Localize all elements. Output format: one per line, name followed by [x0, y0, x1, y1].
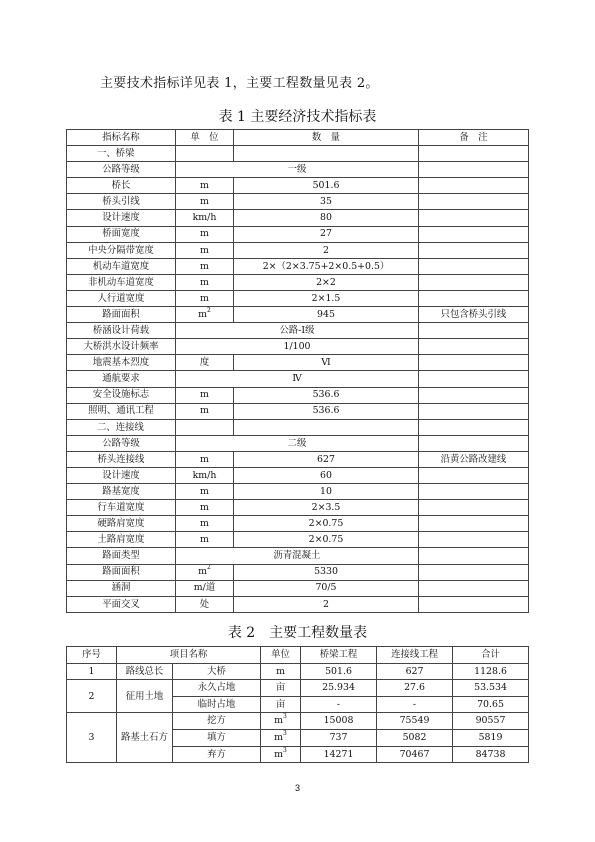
table-row: [67, 178, 529, 194]
bridge-quantity: -: [301, 696, 377, 713]
note-cell: [419, 387, 529, 403]
unit-cell: [176, 226, 234, 242]
unit-text: m: [200, 485, 209, 497]
table-row: [67, 435, 529, 451]
unit-text: m: [200, 389, 209, 401]
page-number: 3: [294, 783, 300, 793]
unit-text: 度: [199, 357, 210, 369]
table2-caption: 表 2 主要工程数量表: [227, 625, 368, 641]
sub-item-name: 填方: [173, 729, 261, 746]
table-row: [67, 580, 529, 596]
note-cell: [419, 516, 529, 532]
unit-cell: [176, 258, 234, 274]
column-header: 项目名称: [117, 647, 261, 664]
unit-text: m: [200, 196, 209, 208]
quantity-cell: 5330: [234, 564, 419, 580]
indicator-name: 二、连接线: [67, 419, 176, 435]
table-row: [67, 323, 529, 339]
note-cell: [419, 371, 529, 387]
note-cell: [419, 596, 529, 612]
table-row: [67, 339, 529, 355]
note-cell: [419, 532, 529, 548]
column-header: 序号: [67, 647, 117, 664]
quantity-cell: 627: [234, 451, 419, 467]
unit-cell: [261, 680, 301, 697]
unit-text: km/h: [192, 469, 217, 481]
unit-cell: [176, 467, 234, 483]
indicator-name: 平面交叉: [67, 596, 176, 612]
indicator-name: 设计速度: [67, 467, 176, 483]
unit-text: km/h: [192, 212, 217, 224]
unit-cell: [176, 387, 234, 403]
note-cell: [419, 274, 529, 290]
unit-cell: [176, 516, 234, 532]
unit-cell: [176, 596, 234, 612]
indicator-name: 路基宽度: [67, 484, 176, 500]
quantity-cell: [234, 146, 419, 162]
unit-text: m: [276, 665, 285, 677]
quantity-cell: 35: [234, 194, 419, 210]
unit-exponent: 2: [207, 564, 211, 572]
unit-text: 亩: [275, 698, 286, 710]
quantity-cell: 2×0.75: [234, 532, 419, 548]
unit-cell: [176, 419, 234, 435]
total-quantity: 5819: [453, 729, 529, 746]
item-number: 2: [67, 680, 117, 713]
quantity-cell: 27: [234, 226, 419, 242]
bridge-quantity: 737: [301, 729, 377, 746]
quantity-cell: 2×1.5: [234, 290, 419, 306]
indicator-name: 非机动车道宽度: [67, 274, 176, 290]
link-quantity: 75549: [377, 713, 453, 730]
note-cell: [419, 290, 529, 306]
quantity-cell: 60: [234, 467, 419, 483]
unit-text: m: [200, 260, 209, 272]
indicator-name: 设计速度: [67, 210, 176, 226]
unit-cell: [176, 451, 234, 467]
total-quantity: 53.534: [453, 680, 529, 697]
table-row: [67, 387, 529, 403]
indicator-name: 通航要求: [67, 371, 176, 387]
indicator-name: 人行道宽度: [67, 290, 176, 306]
quantity-cell: 945: [234, 307, 419, 323]
note-cell: [419, 403, 529, 419]
unit-cell: [261, 713, 301, 730]
indicator-name: 路面类型: [67, 548, 176, 564]
indicator-name: 照明、通讯工程: [67, 403, 176, 419]
table-row: [67, 451, 529, 467]
quantity-cell: [234, 419, 419, 435]
quantity-cell: 2: [234, 242, 419, 258]
unit-cell: [176, 178, 234, 194]
column-header: 桥梁工程: [301, 647, 377, 664]
table-row: [67, 226, 529, 242]
unit-cell: [176, 532, 234, 548]
indicator-name: 涵洞: [67, 580, 176, 596]
unit-text: m: [200, 276, 209, 288]
unit-text: m: [198, 566, 208, 578]
note-cell: [419, 146, 529, 162]
unit-text: m: [200, 228, 209, 240]
indicator-name: 路面面积: [67, 564, 176, 580]
indicator-name: 行车道宽度: [67, 500, 176, 516]
note-cell: [419, 162, 529, 178]
unit-text: m: [200, 518, 209, 530]
unit-cell: [261, 663, 301, 680]
item-name: 征用土地: [117, 680, 173, 713]
quantity-cell: 80: [234, 210, 419, 226]
unit-cell: [176, 194, 234, 210]
table-row: [67, 564, 529, 580]
unit-cell: [176, 580, 234, 596]
quantity-cell: 2×（2×3.75+2×0.5+0.5）: [234, 258, 419, 274]
unit-text: m: [200, 180, 209, 192]
item-name: 路基土石方: [117, 713, 173, 763]
indicator-name: 机动车道宽度: [67, 258, 176, 274]
note-cell: [419, 564, 529, 580]
unit-exponent: 3: [283, 730, 287, 738]
quantity-cell: 2×3.5: [234, 500, 419, 516]
bridge-quantity: 501.6: [301, 663, 377, 680]
indicator-name: 桥长: [67, 178, 176, 194]
unit-exponent: 3: [283, 713, 287, 721]
unit-cell: [176, 500, 234, 516]
intro-paragraph: 主要技术指标详见表 1，主要工程数量见表 2。: [100, 76, 379, 91]
note-cell: [419, 467, 529, 483]
unit-cell: [176, 290, 234, 306]
table-row: [67, 242, 529, 258]
note-cell: [419, 210, 529, 226]
unit-cell: [176, 210, 234, 226]
note-cell: [419, 580, 529, 596]
indicator-name: 桥面宽度: [67, 226, 176, 242]
table-row: [67, 403, 529, 419]
note-cell: [419, 419, 529, 435]
unit-text: m: [198, 308, 208, 320]
sub-item-name: 挖方: [173, 713, 261, 730]
unit-cell: [176, 274, 234, 290]
section-row: [67, 419, 529, 435]
indicator-name: 公路等级: [67, 435, 176, 451]
indicator-name: 土路肩宽度: [67, 532, 176, 548]
unit-text: m: [200, 502, 209, 513]
table-row: [67, 680, 529, 697]
note-cell: [419, 500, 529, 516]
sub-item-name: 临时占地: [173, 696, 261, 713]
unit-cell: [176, 242, 234, 258]
bridge-quantity: 15008: [301, 713, 377, 730]
quantity-cell: 536.6: [234, 403, 419, 419]
technical-indicators-table: [66, 129, 529, 613]
unit-text: m: [200, 534, 209, 546]
indicator-name: 一、桥梁: [67, 146, 176, 162]
column-header: 指标名称: [67, 130, 176, 146]
unit-text: m: [200, 405, 209, 417]
item-number: 3: [67, 713, 117, 763]
column-header: 单 位: [176, 130, 234, 146]
link-quantity: 5082: [377, 729, 453, 746]
link-quantity: 27.6: [377, 680, 453, 697]
unit-cell: [176, 355, 234, 371]
table-row: [67, 516, 529, 532]
unit-cell: [261, 746, 301, 763]
note-cell: [419, 339, 529, 355]
unit-cell: [176, 484, 234, 500]
column-header: 单位: [261, 647, 301, 664]
unit-cell: [176, 307, 234, 323]
unit-text: 处: [199, 598, 210, 610]
engineering-quantities-table: [66, 646, 529, 763]
quantity-cell: 公路-Ⅰ级: [176, 323, 419, 339]
item-name: 路线总长: [117, 663, 173, 680]
total-quantity: 90557: [453, 713, 529, 730]
total-quantity: 70.65: [453, 696, 529, 713]
indicator-name: 桥头引线: [67, 194, 176, 210]
indicator-name: 大桥洪水设计频率: [67, 339, 176, 355]
quantity-cell: 10: [234, 484, 419, 500]
indicator-name: 安全设施标志: [67, 387, 176, 403]
table-row: [67, 548, 529, 564]
total-quantity: 1128.6: [453, 663, 529, 680]
indicator-name: 公路等级: [67, 162, 176, 178]
table-row: [67, 162, 529, 178]
quantity-cell: 2×2: [234, 274, 419, 290]
sub-item-name: 大桥: [173, 663, 261, 680]
unit-text: m: [200, 244, 209, 256]
note-cell: 沿黄公路改建线: [419, 451, 529, 467]
quantity-cell: 2: [234, 596, 419, 612]
indicator-name: 路面面积: [67, 307, 176, 323]
table-row: [67, 274, 529, 290]
table-row: [67, 713, 529, 730]
note-cell: [419, 355, 529, 371]
indicator-name: 桥头连接线: [67, 451, 176, 467]
unit-exponent: 2: [207, 306, 211, 314]
unit-exponent: 3: [283, 746, 287, 754]
unit-text: m: [274, 732, 284, 744]
table1-caption: 表 1 主要经济技术指标表: [218, 109, 377, 125]
note-cell: [419, 226, 529, 242]
quantity-cell: 二级: [176, 435, 419, 451]
sub-item-name: 弃方: [173, 746, 261, 763]
quantity-cell: 501.6: [234, 178, 419, 194]
column-header: 备 注: [419, 130, 529, 146]
table-row: [67, 371, 529, 387]
note-cell: [419, 194, 529, 210]
indicator-name: 硬路肩宽度: [67, 516, 176, 532]
column-header: 连接线工程: [377, 647, 453, 664]
column-header: 合计: [453, 647, 529, 664]
section-row: [67, 146, 529, 162]
table-row: [67, 467, 529, 483]
unit-text: 亩: [275, 682, 286, 694]
sub-item-name: 永久占地: [173, 680, 261, 697]
table-row: [67, 307, 529, 323]
table-row: [67, 484, 529, 500]
unit-text: m: [274, 748, 284, 760]
unit-cell: [261, 729, 301, 746]
item-number: 1: [67, 663, 117, 680]
quantity-cell: 2×0.75: [234, 516, 419, 532]
note-cell: [419, 435, 529, 451]
quantity-cell: 70/5: [234, 580, 419, 596]
table-row: [67, 355, 529, 371]
table-row: [67, 194, 529, 210]
note-cell: [419, 484, 529, 500]
link-quantity: -: [377, 696, 453, 713]
unit-cell: [261, 696, 301, 713]
note-cell: 只包含桥头引线: [419, 307, 529, 323]
table-row: [67, 210, 529, 226]
table-row: [67, 258, 529, 274]
note-cell: [419, 323, 529, 339]
note-cell: [419, 178, 529, 194]
unit-cell: [176, 403, 234, 419]
column-header: 数 量: [234, 130, 419, 146]
quantity-cell: 一级: [176, 162, 419, 178]
bridge-quantity: 25.934: [301, 680, 377, 697]
quantity-cell: 1/100: [176, 339, 419, 355]
unit-cell: [176, 564, 234, 580]
table-header-row: [67, 130, 529, 146]
unit-text: m: [200, 453, 209, 465]
table-row: [67, 663, 529, 680]
indicator-name: 桥涵设计荷载: [67, 323, 176, 339]
indicator-name: 地震基本烈度: [67, 355, 176, 371]
quantity-cell: Ⅵ: [234, 355, 419, 371]
link-quantity: 70467: [377, 746, 453, 763]
quantity-cell: 536.6: [234, 387, 419, 403]
table-header-row: [67, 647, 529, 664]
note-cell: [419, 242, 529, 258]
unit-text: m: [274, 715, 284, 727]
indicator-name: 中央分隔带宽度: [67, 242, 176, 258]
table-row: [67, 500, 529, 516]
table-row: [67, 596, 529, 612]
quantity-cell: Ⅳ: [176, 371, 419, 387]
link-quantity: 627: [377, 663, 453, 680]
note-cell: [419, 258, 529, 274]
note-cell: [419, 548, 529, 564]
unit-text: m/道: [193, 582, 216, 594]
total-quantity: 84738: [453, 746, 529, 763]
table-row: [67, 532, 529, 548]
bridge-quantity: 14271: [301, 746, 377, 763]
unit-text: m: [200, 292, 209, 304]
table-row: [67, 290, 529, 306]
unit-cell: [176, 146, 234, 162]
quantity-cell: 沥青混凝土: [176, 548, 419, 564]
